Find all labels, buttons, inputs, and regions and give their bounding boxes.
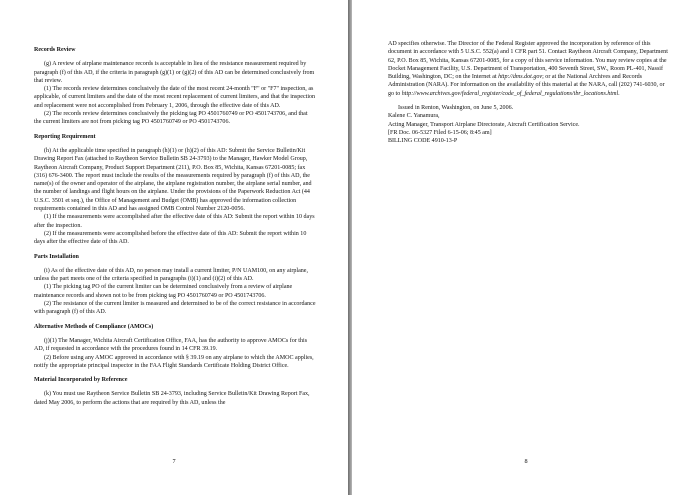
paragraph-j2: (2) Before using any AMOC approved in accordance with § 39.19 on any airplane to which the AMOC applies, notify the appropriate principal inspector in the FAA Flight Standards Certificate Holding District Office. [34,354,314,369]
page-number-8: 8 [524,458,528,465]
dms-url-link[interactable]: http://dms.dot.gov [498,74,543,81]
heading-amocs: Alternative Methods of Compliance (AMOCs) [34,323,154,330]
paragraph-h1: (1) If the measurements were accomplished after the effective date of this AD: Submit the report within 10 days after the inspection. [34,214,315,229]
page-7 [0,0,348,495]
paragraph-g2: (2) The records review determines conclusively the picking tag PO 4501760749 or PO 4501743706, and that the current limiters are not from picking tag PO 4501760749 or PO 4501743706. [34,111,308,126]
page-8 [352,0,700,495]
paragraph-j1: (j)(1) The Manager, Wichita Aircraft Certification Office, FAA, has the authority to approve AMOCs for this AD, if requested in accordance with the procedures found in 14 CFR 39.19. [34,337,308,353]
heading-reporting-requirement: Reporting Requirement [34,133,96,140]
paragraph-k: (k) You must use Raytheon Service Bulletin SB 24-3793, including Service Bulletin/Kit Drawing Report Fax, dated May 2006, to perform the actions that are required by this AD, unless the [34,391,310,406]
paragraph-i2: (2) The resistance of the current limiter is measured and determined to be of the correct resistance in accordance with paragraph (f) of this AD. [34,301,316,316]
archives-url-link[interactable]: http://www.archives.gov/federal_register/code_of_federal_regulations/ibr_locations.html [401,90,619,97]
page-number-7: 7 [172,458,176,465]
paragraph-g: (g) A review of airplane maintenance records is acceptable in lieu of the resistance measurement required by paragraph (f) of this AD, if the criteria in paragraph (g)(1) or (g)(2) of this AD can be determined conclusively from that review. [34,61,315,84]
fr-doc-line: [FR Doc. 06-5327 Filed 6-15-06; 8:45 am] [388,129,492,136]
page-7-content [34,42,316,413]
continuation-text-3: . [618,90,620,97]
continuation-text-2: ; or at the National Archives and Records Administration (NARA). For information on the availability of this material at the NARA, call (202) 741-6030, or go to [388,74,665,97]
paragraph-g1: (1) The records review determines conclusively the date of the most recent 24-month "F" or "F7" inspection, as applicable, of current limiters and the date of the most recent replacement of current limiters, and that the inspection and replacement were not accomplished from February 1, 2006, through the effective date of this AD. [34,86,316,109]
heading-material-incorporated: Material Incorporated by Reference [34,377,128,384]
billing-code: BILLING CODE 4910-13-P [388,138,458,145]
heading-parts-installation: Parts Installation [34,253,79,260]
signer-title: Acting Manager, Transport Airplane Directorate, Aircraft Certification Service. [388,121,580,128]
paragraph-i1: (1) The picking tag PO of the current limiter can be determined conclusively from a review of airplane maintenance records and shown not to be from picking tag PO 4501760749 or PO 4501743706. [34,284,293,299]
heading-records-review: Records Review [34,47,76,53]
paragraph-h: (h) At the applicable time specified in paragraph (h)(1) or (h)(2) of this AD: Submit the Service Bulletin/Kit Drawing Report Fax (attached to Raytheon Service Bulletin SB 24-3793) to the Manager, Hawker Model Group, Raytheon Aircraft Company, Product Support Department (211), P.O. Box 85, Wichita, Kansas 67201-0085; fax (316) 676-3400. The report must include the results of the measurements required by paragraph (f) of this AD, the name(s) of the owner and operator of the airplane, the airplane registration number, the airplane serial number, and the number of landings and flight hours on the airplane. Under the provisions of the Paperwork Reduction Act (44 U.S.C. 3501 et seq.), the Office of Management and Budget (OMB) has approved the information collection requirements contained in this AD and has assigned OMB Control Number 2120-0056. [34,147,312,213]
paragraph-i: (i) As of the effective date of this AD, no person may install a current limiter, P/N UAM100, on any airplane, unless the part meets one of the criteria specified in paragraphs (i)(1) and (i)(2) of this AD. [34,267,308,283]
signer-name: Kalene C. Yanamura, [388,113,440,120]
paragraph-h2: (2) If the measurements were accomplished before the effective date of this AD: Submit the report within 10 days after the effective date of this AD. [34,230,307,246]
continuation-text-1: AD specifies otherwise. The Director of the Federal Register approved the incorporation by reference of this document in accordance with 5 U.S.C. 552(a) and 1 CFR part 51. Contact Raytheon Aircraft Company, Department 62, P.O. Box 85, Wichita, Kansas 67201-0085, for a copy of this service information. You may review copies at the Docket Management Facility, U.S. Department of Transportation, 400 Seventh Street, SW., Room PL-401, Nassif Building, Washington, DC; on the Internet at [388,41,668,81]
page-8-content [388,40,670,146]
paragraph-k-continuation [388,40,670,98]
issued-line: Issued in Renton, Washington, on June 5, 2006. [398,105,514,112]
